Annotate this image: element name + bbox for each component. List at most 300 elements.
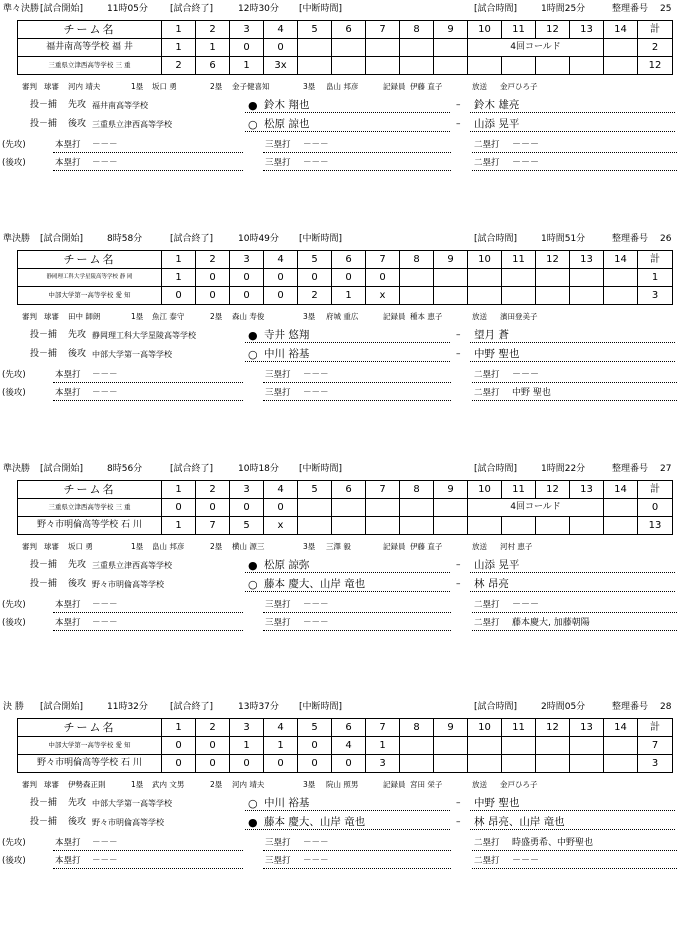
official-entry: 1塁 <box>131 82 144 91</box>
inning-score <box>502 755 536 773</box>
battery-school: 静岡理工科大学星陵高等学校 <box>92 331 196 340</box>
game-header <box>0 462 700 476</box>
total-score: 0 <box>638 499 673 517</box>
inning-header: 13 <box>570 719 604 737</box>
triple-label: 三塁打 <box>265 370 291 380</box>
round-label: 準々決勝 <box>3 4 40 14</box>
inning-score <box>400 499 434 517</box>
total-score: 1 <box>638 269 673 287</box>
battery-school: 野々市明倫高等学校 <box>92 818 164 827</box>
inning-header: 10 <box>468 21 502 39</box>
catcher-names: 鈴木 雄亮 <box>474 99 520 111</box>
inning-score: 2 <box>298 287 332 305</box>
battery-label: 投－捕 <box>30 100 58 110</box>
team-name: 福井南高等学校 福 井 <box>18 39 162 57</box>
official-entry: 宮田 栄子 <box>410 780 443 789</box>
team-name: 三重県立津西高等学校 三 重 <box>18 57 162 75</box>
triple-label: 三塁打 <box>265 140 291 150</box>
officials-line <box>0 311 700 323</box>
pitcher-underline <box>245 829 450 830</box>
inning-header: 1 <box>162 251 196 269</box>
official-entry: 森山 寿俊 <box>232 312 265 321</box>
inning-score <box>468 57 502 75</box>
duration-label: [試合時間] <box>474 4 518 14</box>
official-entry: 2塁 <box>210 780 223 789</box>
inning-score <box>570 517 604 535</box>
inning-score <box>604 269 638 287</box>
inning-score <box>332 499 366 517</box>
inning-score: 0 <box>264 499 298 517</box>
inning-score: 1 <box>230 737 264 755</box>
inning-header: 1 <box>162 719 196 737</box>
inning-header: 14 <box>604 251 638 269</box>
double-value: －－－ <box>512 600 540 610</box>
inning-header: 12 <box>536 481 570 499</box>
inning-header: 11 <box>502 481 536 499</box>
pitcher-names: 中川 裕基 <box>264 797 310 809</box>
inning-header: 3 <box>230 719 264 737</box>
home-run-value: －－－ <box>92 838 118 848</box>
called-game-note: 4回コールド <box>468 39 604 57</box>
inning-score: 5 <box>230 517 264 535</box>
inning-header: 14 <box>604 719 638 737</box>
pitcher-names: 松原 諒弥 <box>264 559 310 571</box>
official-entry: 球審 <box>44 82 59 91</box>
inning-score <box>400 737 434 755</box>
battery-line <box>0 98 700 113</box>
score-header-row <box>18 719 673 737</box>
score-table <box>17 20 673 75</box>
inning-score: 1 <box>264 737 298 755</box>
game-header <box>0 2 700 16</box>
inning-header: 10 <box>468 251 502 269</box>
battery-label: 投－捕 <box>30 119 58 129</box>
official-entry: 院山 照男 <box>326 780 359 789</box>
inning-score <box>298 39 332 57</box>
end-time: 12時30分 <box>238 4 279 14</box>
inning-score: 0 <box>264 755 298 773</box>
inning-header: 9 <box>434 481 468 499</box>
team-name: 野々市明倫高等学校 石 川 <box>18 517 162 535</box>
batting-order: 後攻 <box>68 119 87 129</box>
inning-header: 1 <box>162 21 196 39</box>
triple-label: 三塁打 <box>265 158 291 168</box>
inning-score: 1 <box>162 39 196 57</box>
inning-score <box>468 755 502 773</box>
officials-line <box>0 541 700 553</box>
inning-header: 9 <box>434 719 468 737</box>
inning-header: 10 <box>468 481 502 499</box>
win-loss-mark: ● <box>248 816 258 829</box>
inning-score: 0 <box>196 269 230 287</box>
triple-label: 三塁打 <box>265 388 291 398</box>
win-loss-mark: ○ <box>248 348 258 361</box>
end-time: 10時18分 <box>238 464 279 474</box>
inning-score <box>570 287 604 305</box>
battery-line <box>0 815 700 830</box>
inning-score: 0 <box>196 755 230 773</box>
duration-value: 1時間22分 <box>541 464 586 474</box>
inning-score: 1 <box>196 39 230 57</box>
round-label: 準決勝 <box>3 464 31 474</box>
battery-school: 中部大学第一高等学校 <box>92 799 172 808</box>
home-run-label: 本塁打 <box>55 370 81 380</box>
hits-line <box>0 386 700 401</box>
start-label: [試合開始] <box>40 702 84 712</box>
inning-score: 2 <box>162 57 196 75</box>
inning-header: 5 <box>298 21 332 39</box>
start-time: 11時05分 <box>107 4 148 14</box>
triple-value: －－－ <box>303 370 329 380</box>
triple-label: 三塁打 <box>265 600 291 610</box>
inning-score: 0 <box>298 737 332 755</box>
inning-header: 8 <box>400 719 434 737</box>
official-entry: 1塁 <box>131 312 144 321</box>
start-time: 8時58分 <box>107 234 143 244</box>
inning-score <box>468 287 502 305</box>
inning-header: 7 <box>366 481 400 499</box>
triple-value: －－－ <box>303 856 329 866</box>
hits-line <box>0 836 700 851</box>
inning-score: 0 <box>196 737 230 755</box>
duration-value: 2時間05分 <box>541 702 586 712</box>
catcher-underline <box>470 829 675 830</box>
hr-underline <box>53 612 243 613</box>
inning-header: 3 <box>230 21 264 39</box>
inning-score <box>434 499 468 517</box>
game-section <box>0 232 700 432</box>
batting-side: (後攻) <box>2 618 26 628</box>
inning-header: 12 <box>536 251 570 269</box>
home-run-value: －－－ <box>92 140 118 150</box>
inning-score: 0 <box>162 499 196 517</box>
home-run-value: －－－ <box>92 600 118 610</box>
score-table <box>17 718 673 773</box>
inning-score: 0 <box>332 755 366 773</box>
home-run-label: 本塁打 <box>55 600 81 610</box>
batting-side: (先攻) <box>2 140 26 150</box>
double-underline <box>472 630 677 631</box>
duration-value: 1時間51分 <box>541 234 586 244</box>
inning-score <box>434 57 468 75</box>
home-run-value: －－－ <box>92 856 118 866</box>
official-entry: 記録員 <box>383 780 406 789</box>
official-entry: 審判 <box>22 82 37 91</box>
double-underline <box>472 382 677 383</box>
inning-score <box>434 269 468 287</box>
team-name-header: チーム名 <box>18 251 162 269</box>
official-entry: 球審 <box>44 312 59 321</box>
inning-score: 0 <box>332 269 366 287</box>
inning-header: 3 <box>230 481 264 499</box>
catcher-names: 望月 蒼 <box>474 329 509 341</box>
official-entry: 3塁 <box>303 780 316 789</box>
home-run-value: －－－ <box>92 618 118 628</box>
inning-score: 1 <box>162 269 196 287</box>
home-run-value: －－－ <box>92 388 118 398</box>
inning-header: 計 <box>638 251 673 269</box>
team-row <box>18 499 673 517</box>
pitcher-names: 松原 諒也 <box>264 118 310 130</box>
score-header-row <box>18 21 673 39</box>
team-name-header: チーム名 <box>18 481 162 499</box>
hits-line <box>0 598 700 613</box>
game-section <box>0 700 700 900</box>
inning-header: 14 <box>604 21 638 39</box>
inning-header: 11 <box>502 251 536 269</box>
dash-separator: – <box>456 817 461 827</box>
team-name: 野々市明倫高等学校 石 川 <box>18 755 162 773</box>
official-entry: 金戸ひろ子 <box>500 780 538 789</box>
inning-score <box>400 517 434 535</box>
team-row <box>18 39 673 57</box>
inning-score: 1 <box>162 517 196 535</box>
inning-score <box>570 737 604 755</box>
double-label: 二塁打 <box>474 618 500 628</box>
inning-score <box>298 517 332 535</box>
pitcher-names: 寺井 悠翔 <box>264 329 310 341</box>
home-run-value: －－－ <box>92 370 118 380</box>
battery-line <box>0 577 700 592</box>
inning-header: 2 <box>196 21 230 39</box>
break-label: [中断時間] <box>299 702 343 712</box>
triple-value: －－－ <box>303 600 329 610</box>
double-underline <box>472 170 677 171</box>
home-run-value: －－－ <box>92 158 118 168</box>
officials-line <box>0 779 700 791</box>
triple-underline <box>263 170 451 171</box>
triple-value: －－－ <box>303 838 329 848</box>
batting-order: 先攻 <box>68 100 87 110</box>
inning-score <box>604 39 638 57</box>
official-entry: 坂口 勇 <box>152 82 177 91</box>
official-entry: 濱田登美子 <box>500 312 538 321</box>
official-entry: 3塁 <box>303 542 316 551</box>
double-label: 二塁打 <box>474 838 500 848</box>
inning-header: 12 <box>536 719 570 737</box>
official-entry: 金子健喜知 <box>232 82 270 91</box>
official-entry: 審判 <box>22 780 37 789</box>
inning-score <box>400 39 434 57</box>
inning-header: 2 <box>196 251 230 269</box>
batting-order: 後攻 <box>68 817 87 827</box>
double-value: 中野 聖也 <box>512 388 551 398</box>
inning-score: 0 <box>162 737 196 755</box>
game-section <box>0 2 700 202</box>
score-table <box>17 250 673 305</box>
battery-school: 三重県立津西高等学校 <box>92 120 172 129</box>
inning-header: 7 <box>366 719 400 737</box>
double-underline <box>472 868 677 869</box>
inning-score <box>434 737 468 755</box>
home-run-label: 本塁打 <box>55 838 81 848</box>
inning-score: 0 <box>298 269 332 287</box>
inning-header: 3 <box>230 251 264 269</box>
double-value: －－－ <box>512 370 540 380</box>
end-label: [試合終了] <box>170 702 214 712</box>
inning-header: 4 <box>264 481 298 499</box>
inning-score <box>570 269 604 287</box>
inning-score: 0 <box>230 755 264 773</box>
duration-value: 1時間25分 <box>541 4 586 14</box>
catcher-names: 林 昂亮、山岸 竜也 <box>474 816 565 828</box>
dash-separator: – <box>456 119 461 129</box>
triple-underline <box>263 868 451 869</box>
official-entry: 河内 靖夫 <box>232 780 265 789</box>
inning-score: 0 <box>264 39 298 57</box>
total-score: 13 <box>638 517 673 535</box>
inning-score <box>366 57 400 75</box>
double-value: 時盛勇希、中野聖也 <box>512 838 594 848</box>
inning-score: x <box>264 517 298 535</box>
official-entry: 審判 <box>22 542 37 551</box>
start-time: 8時56分 <box>107 464 143 474</box>
home-run-label: 本塁打 <box>55 856 81 866</box>
win-loss-mark: ○ <box>248 797 258 810</box>
inning-score <box>400 287 434 305</box>
official-entry: 三澤 毅 <box>326 542 351 551</box>
official-entry: 伊勢森正則 <box>68 780 106 789</box>
inning-score <box>400 755 434 773</box>
official-entry: 記録員 <box>383 82 406 91</box>
official-entry: 放送 <box>472 780 487 789</box>
battery-line <box>0 796 700 811</box>
catcher-names: 山添 晃平 <box>474 559 520 571</box>
dash-separator: – <box>456 330 461 340</box>
inning-header: 7 <box>366 21 400 39</box>
triple-label: 三塁打 <box>265 856 291 866</box>
official-entry: 伊藤 直子 <box>410 82 443 91</box>
round-label: 準決勝 <box>3 234 31 244</box>
inning-score <box>468 517 502 535</box>
official-entry: 畠山 邦彦 <box>152 542 185 551</box>
pitcher-underline <box>245 112 450 113</box>
team-row <box>18 737 673 755</box>
catcher-underline <box>470 810 675 811</box>
hr-underline <box>53 382 243 383</box>
double-label: 二塁打 <box>474 856 500 866</box>
official-entry: 放送 <box>472 312 487 321</box>
inning-header: 5 <box>298 719 332 737</box>
number-label: 整理番号 <box>612 464 649 474</box>
inning-header: 11 <box>502 21 536 39</box>
batting-order: 先攻 <box>68 560 87 570</box>
inning-score <box>502 737 536 755</box>
break-label: [中断時間] <box>299 464 343 474</box>
inning-header: 8 <box>400 251 434 269</box>
triple-underline <box>263 400 451 401</box>
double-value: －－－ <box>512 140 540 150</box>
double-underline <box>472 612 677 613</box>
pitcher-underline <box>245 591 450 592</box>
batting-side: (先攻) <box>2 370 26 380</box>
triple-underline <box>263 850 451 851</box>
officials-line <box>0 81 700 93</box>
inning-header: 5 <box>298 251 332 269</box>
inning-header: 2 <box>196 481 230 499</box>
inning-score: 1 <box>230 57 264 75</box>
inning-header: 9 <box>434 251 468 269</box>
battery-line <box>0 117 700 132</box>
inning-header: 4 <box>264 251 298 269</box>
score-header-row <box>18 481 673 499</box>
catcher-names: 中野 聖也 <box>474 348 520 360</box>
triple-underline <box>263 382 451 383</box>
number-label: 整理番号 <box>612 234 649 244</box>
official-entry: 審判 <box>22 312 37 321</box>
inning-score: 0 <box>196 499 230 517</box>
battery-school: 中部大学第一高等学校 <box>92 350 172 359</box>
catcher-underline <box>470 591 675 592</box>
game-header <box>0 232 700 246</box>
double-underline <box>472 850 677 851</box>
game-number: 28 <box>660 702 672 712</box>
batting-side: (先攻) <box>2 600 26 610</box>
inning-score: 7 <box>196 517 230 535</box>
inning-score <box>536 517 570 535</box>
official-entry: 記録員 <box>383 312 406 321</box>
official-entry: 魚江 泰守 <box>152 312 185 321</box>
battery-line <box>0 328 700 343</box>
inning-header: 14 <box>604 481 638 499</box>
team-row <box>18 269 673 287</box>
home-run-label: 本塁打 <box>55 388 81 398</box>
inning-score <box>536 57 570 75</box>
official-entry: 武内 文男 <box>152 780 185 789</box>
battery-line <box>0 347 700 362</box>
inning-header: 8 <box>400 481 434 499</box>
official-entry: 球審 <box>44 542 59 551</box>
inning-header: 7 <box>366 251 400 269</box>
inning-header: 12 <box>536 21 570 39</box>
triple-value: －－－ <box>303 618 329 628</box>
inning-score <box>400 269 434 287</box>
win-loss-mark: ○ <box>248 118 258 131</box>
inning-score <box>604 517 638 535</box>
total-score: 2 <box>638 39 673 57</box>
inning-score: 0 <box>366 269 400 287</box>
official-entry: 府城 重広 <box>326 312 359 321</box>
inning-score: 6 <box>196 57 230 75</box>
inning-score: 0 <box>230 499 264 517</box>
team-row <box>18 287 673 305</box>
number-label: 整理番号 <box>612 702 649 712</box>
inning-score <box>332 39 366 57</box>
inning-header: 11 <box>502 719 536 737</box>
hits-line <box>0 156 700 171</box>
score-table <box>17 480 673 535</box>
battery-school: 野々市明倫高等学校 <box>92 580 164 589</box>
game-header <box>0 700 700 714</box>
inning-score: 3x <box>264 57 298 75</box>
break-label: [中断時間] <box>299 234 343 244</box>
catcher-names: 林 昂亮 <box>474 578 509 590</box>
inning-score: 0 <box>264 269 298 287</box>
end-label: [試合終了] <box>170 464 214 474</box>
inning-score <box>604 737 638 755</box>
inning-score: 0 <box>264 287 298 305</box>
official-entry: 球審 <box>44 780 59 789</box>
double-underline <box>472 400 677 401</box>
pitcher-names: 中川 裕基 <box>264 348 310 360</box>
total-score: 7 <box>638 737 673 755</box>
official-entry: 金戸ひろ子 <box>500 82 538 91</box>
triple-value: －－－ <box>303 158 329 168</box>
triple-label: 三塁打 <box>265 838 291 848</box>
start-label: [試合開始] <box>40 464 84 474</box>
game-number: 25 <box>660 4 672 14</box>
inning-score <box>502 57 536 75</box>
